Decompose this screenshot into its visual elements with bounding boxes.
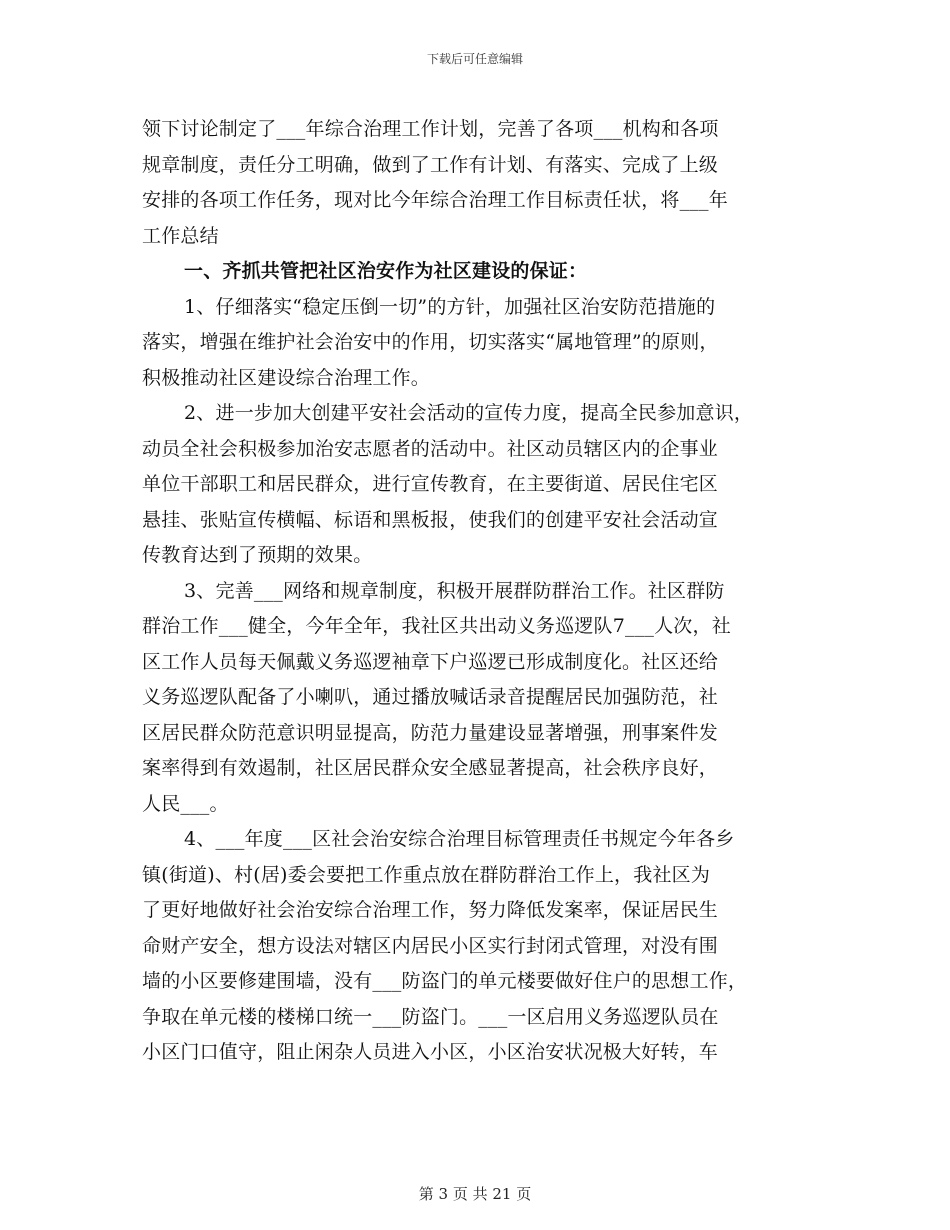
text-line: 1、仔细落实“稳定压倒一切”的方针，加强社区治安防范措施的 (184, 295, 716, 318)
text-line: 义务巡逻队配备了小喇叭，通过播放喊话录音提醒居民加强防范，社 (142, 686, 719, 708)
text-line: 领下讨论制定了___年综合治理工作计划，完善了各项___机构和各项 (142, 118, 719, 140)
text-line: 工作总结 (142, 224, 219, 247)
text-line: 2、进一步加大创建平安社会活动的宣传力度，提高全民参加意识， (184, 402, 754, 424)
text-line: 镇(街道)、村(居)委会要把工作重点放在群防群治工作上，我社区为 (142, 863, 711, 886)
text-line: 安排的各项工作任务，现对比今年综合治理工作目标责任状，将___年 (142, 189, 728, 211)
section-heading: 一、齐抓共管把社区治安作为社区建设的保证： (184, 260, 588, 282)
text-line: 区工作人员每天佩戴义务巡逻袖章下户巡逻已形成制度化。社区还给 (142, 650, 719, 673)
text-line: 了更好地做好社会治安综合治理工作，努力降低发案率，保证居民生 (142, 899, 719, 921)
text-line: 单位干部职工和居民群众，进行宣传教育，在主要街道、居民住宅区 (142, 473, 719, 495)
page-header: 下载后可任意编辑 (426, 52, 523, 66)
text-line: 墙的小区要修建围墙，没有___防盗门的单元楼要做好住户的思想工作， (142, 970, 748, 992)
text-line: 小区门口值守，阻止闲杂人员进入小区，小区治安状况极大好转，车 (142, 1041, 719, 1063)
text-line: 命财产安全，想方设法对辖区内居民小区实行封闭式管理，对没有围 (142, 934, 719, 957)
text-line: 3、完善___网络和规章制度，积极开展群防群治工作。社区群防 (184, 579, 725, 602)
text-line: 群治工作___健全，今年全年，我社区共出动义务巡逻队7___人次，社 (142, 615, 731, 637)
text-line: 案率得到有效遏制，社区居民群众安全感显著提高，社会秩序良好， (142, 757, 719, 779)
text-line: 动员全社会积极参加治安志愿者的活动中。社区动员辖区内的企事业 (142, 437, 719, 460)
text-line: 4、___年度___区社会治安综合治理目标管理责任书规定今年各乡 (184, 828, 735, 850)
text-line: 区居民群众防范意识明显提高，防范力量建设显著增强，刑事案件发 (142, 721, 719, 744)
text-line: 悬挂、张贴宣传横幅、标语和黑板报，使我们的创建平安社会活动宣 (142, 508, 719, 531)
text-line: 规章制度，责任分工明确，做到了工作有计划、有落实、完成了上级 (142, 153, 719, 176)
page-footer: 第 3 页 共 21 页 (418, 1185, 532, 1203)
text-line: 人民___。 (142, 792, 229, 815)
text-line: 积极推动社区建设综合治理工作。 (142, 366, 431, 389)
text-line: 传教育达到了预期的效果。 (142, 544, 373, 566)
text-line: 落实，增强在维护社会治安中的作用，切实落实“属地管理”的原则， (142, 331, 719, 353)
text-line: 争取在单元楼的楼梯口统一___防盗门。___一区启用义务巡逻队员在 (142, 1005, 719, 1028)
document-body (142, 112, 827, 1071)
